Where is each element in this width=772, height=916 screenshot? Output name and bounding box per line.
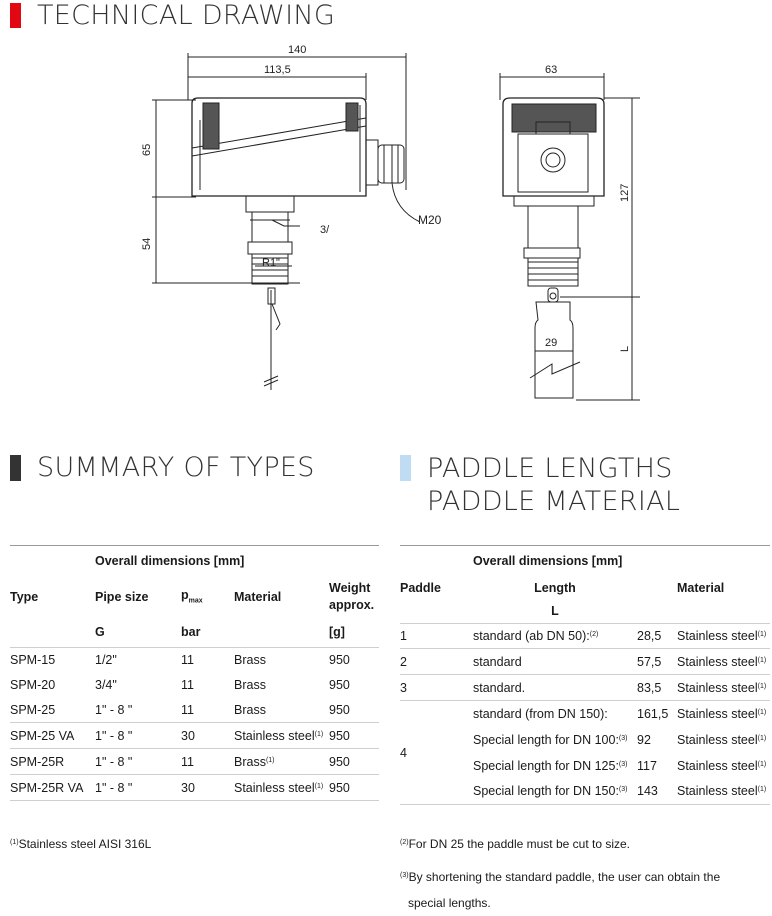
technical-drawing [0,35,772,415]
table-row: SPM-25 VA 1" - 8 " 30 Stainless steel$^{(1)}$ 950 [10,723,379,749]
unit-pmax: bar [181,625,201,640]
table-row: 2 standard 57,5 Stainless steel$^{(1)}$ [400,649,770,675]
unit-pipe: G [95,625,105,640]
paddle-group-header: Overall dimensions [mm] [473,553,623,568]
dim-65: 65 [141,143,153,156]
col-type: Type [10,589,39,604]
table-row: 1 standard (ab DN 50):$^{(2)}$ 28,5 Stainless steel$^{(1)}$ [400,624,770,649]
section-marker-red [10,3,21,28]
summary-title: SUMMARY OF TYPES [37,452,315,483]
table-row: Special length for DN 100:$^{(3)}$ 92 Stainless steel$^{(1)}$ [473,732,767,747]
table-row: 4 standard (from DN 150): 161,5 Stainless steel$^{(1)}$ [400,701,770,727]
col-length: Length [534,580,576,595]
col-paddle: Paddle [400,580,441,595]
col-material: Material [234,589,282,604]
summary-table [10,545,379,801]
dim-cable: M20 [418,213,442,227]
table-row: Special length for DN 125:$^{(3)}$ 117 Stainless steel$^{(1)}$ [473,758,767,773]
col-length-unit: L [551,604,559,619]
dim-140: 140 [288,44,307,56]
section-marker-blue [400,455,411,481]
section-marker-dark [10,455,21,481]
dim-29: 29 [545,337,558,349]
dim-63: 63 [545,64,558,76]
col-weight: Weight approx. [329,580,375,612]
col-pmax: $p_{max}$ [181,588,203,605]
col-paddle-material: Material [677,580,725,595]
paddle-table [400,545,770,805]
table-row: SPM-25R VA 1" - 8 " 30 Stainless steel$^{(1)}$ 950 [10,775,379,801]
table-row: Special length for DN 150:$^{(3)}$ 143 Stainless steel$^{(1)}$ [473,784,767,799]
dim-L: L [619,345,631,352]
footnote-1: $^{(1)}$Stainless steel AISI 316L [10,837,152,851]
dim-127: 127 [619,183,631,202]
footnote-3: $^{(3)}$By shortening the standard paddle, the user can obtain the special lengths. [400,870,721,910]
dim-54: 54 [141,237,153,250]
table-row: SPM-25 1" - 8 " 11 Brass 950 [10,702,350,717]
unit-weight: [g] [329,625,345,640]
footnote-2: $^{(2)}$For DN 25 the paddle must be cut to size. [400,837,631,851]
table-row: SPM-25R 1" - 8 " 11 Brass$^{(1)}$ 950 [10,749,379,775]
technical-drawing-title: TECHNICAL DRAWING [37,0,336,31]
paddle-title: PADDLE LENGTHS PADDLE MATERIAL [427,453,681,517]
col-pipe: Pipe size [95,589,149,604]
table-row: SPM-20 3/4" 11 Brass 950 [10,678,350,692]
dim-wrench: 3/ [320,224,330,236]
dim-113: 113,5 [264,64,291,76]
dim-thread: R1" [262,257,280,269]
table-row: 3 standard. 83,5 Stainless steel$^{(1)}$ [400,675,770,701]
table-row: SPM-15 1/2" 11 Brass 950 [10,648,379,673]
summary-group-header: Overall dimensions [mm] [95,553,245,568]
